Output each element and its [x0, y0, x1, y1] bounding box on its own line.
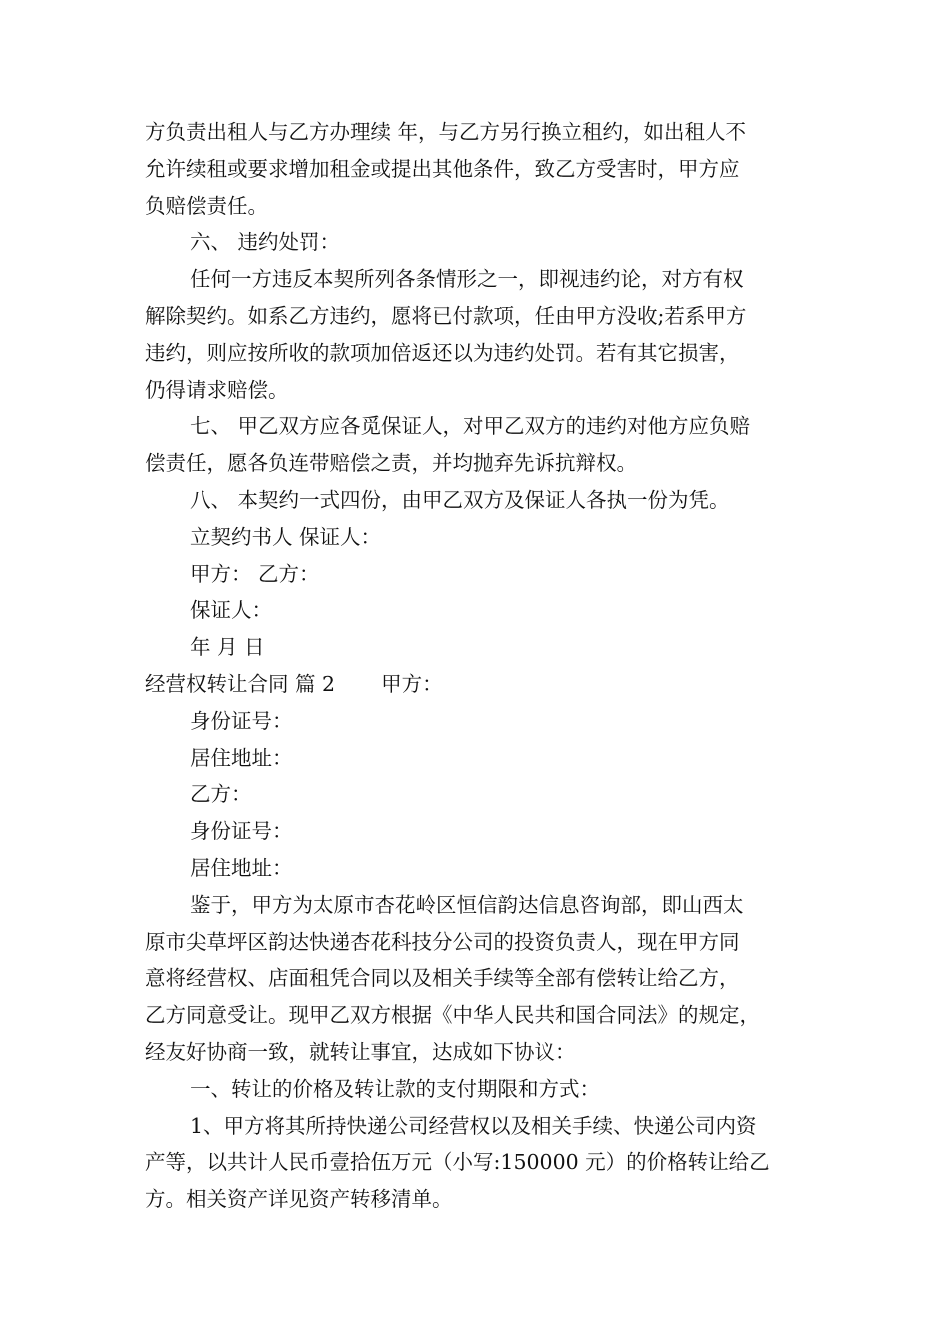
field-line: 身份证号：: [190, 708, 293, 733]
paragraph-line: 乙方同意受让。现甲乙双方根据《中华人民共和国合同法》的规定，: [145, 1003, 760, 1028]
party-a-label: 甲方：: [381, 671, 443, 696]
field-line: 身份证号：: [190, 819, 293, 844]
field-line: 居住地址：: [190, 855, 293, 880]
paragraph-line: 八、 本契约一式四份，由甲乙双方及保证人各执一份为凭。: [190, 487, 730, 512]
paragraph-line: 任何一方违反本契所列各条情形之一，即视违约论，对方有权: [190, 267, 744, 292]
field-line: 居住地址：: [190, 745, 293, 770]
paragraph-line: 违约，则应按所收的款项加倍返还以为违约处罚。若有其它损害，: [145, 340, 740, 365]
paragraph-line: 偿责任，愿各负连带赔偿之责，并均抛弃先诉抗辩权。: [145, 451, 637, 476]
paragraph-line: 方负责出租人与乙方办理续 年，与乙方另行换立租约，如出租人不: [145, 120, 747, 144]
paragraph-line: 经友好协商一致，就转让事宜，达成如下协议：: [145, 1039, 576, 1064]
paragraph-line: 方。相关资产详见资产转移清单。: [145, 1187, 453, 1212]
date-line: 年 月 日: [190, 635, 265, 660]
paragraph-line: 1、甲方将其所持快递公司经营权以及相关手续、快递公司内资: [190, 1113, 757, 1138]
paragraph-line: 负赔偿责任。: [145, 193, 268, 218]
paragraph-line: 产等，以共计人民币壹拾伍万元（小写:150000 元）的价格转让给乙: [145, 1150, 770, 1175]
document-body: [145, 114, 810, 1218]
contract-title: 经营权转让合同 篇 2: [145, 671, 336, 696]
paragraph-line: 七、 甲乙双方应各觅保证人，对甲乙双方的违约对他方应负赔: [190, 414, 751, 439]
paragraph-line: 意将经营权、店面租凭合同以及相关手续等全部有偿转让给乙方，: [145, 966, 740, 991]
signature-line: 甲方： 乙方：: [190, 561, 320, 586]
field-line: 乙方：: [190, 782, 252, 807]
paragraph-line: 仍得请求赔偿。: [145, 377, 289, 402]
paragraph-line: 原市尖草坪区韵达快递杏花科技分公司的投资负责人，现在甲方同: [145, 929, 740, 954]
signature-line: 立契约书人 保证人：: [190, 524, 382, 549]
paragraph-line: 允许续租或要求增加租金或提出其他条件，致乙方受害时，甲方应: [145, 156, 740, 181]
paragraph-line: 解除契约。如系乙方违约，愿将已付款项，任由甲方没收;若系甲方: [145, 303, 747, 328]
contract-heading: [145, 666, 810, 703]
signature-line: 保证人：: [190, 598, 272, 623]
paragraph-line: 鉴于，甲方为太原市杏花岭区恒信韵达信息咨询部，即山西太: [190, 892, 744, 917]
section-heading-penalty: 六、 违约处罚：: [190, 230, 341, 255]
section-heading-price: 一、转让的价格及转让款的支付期限和方式：: [190, 1076, 600, 1101]
